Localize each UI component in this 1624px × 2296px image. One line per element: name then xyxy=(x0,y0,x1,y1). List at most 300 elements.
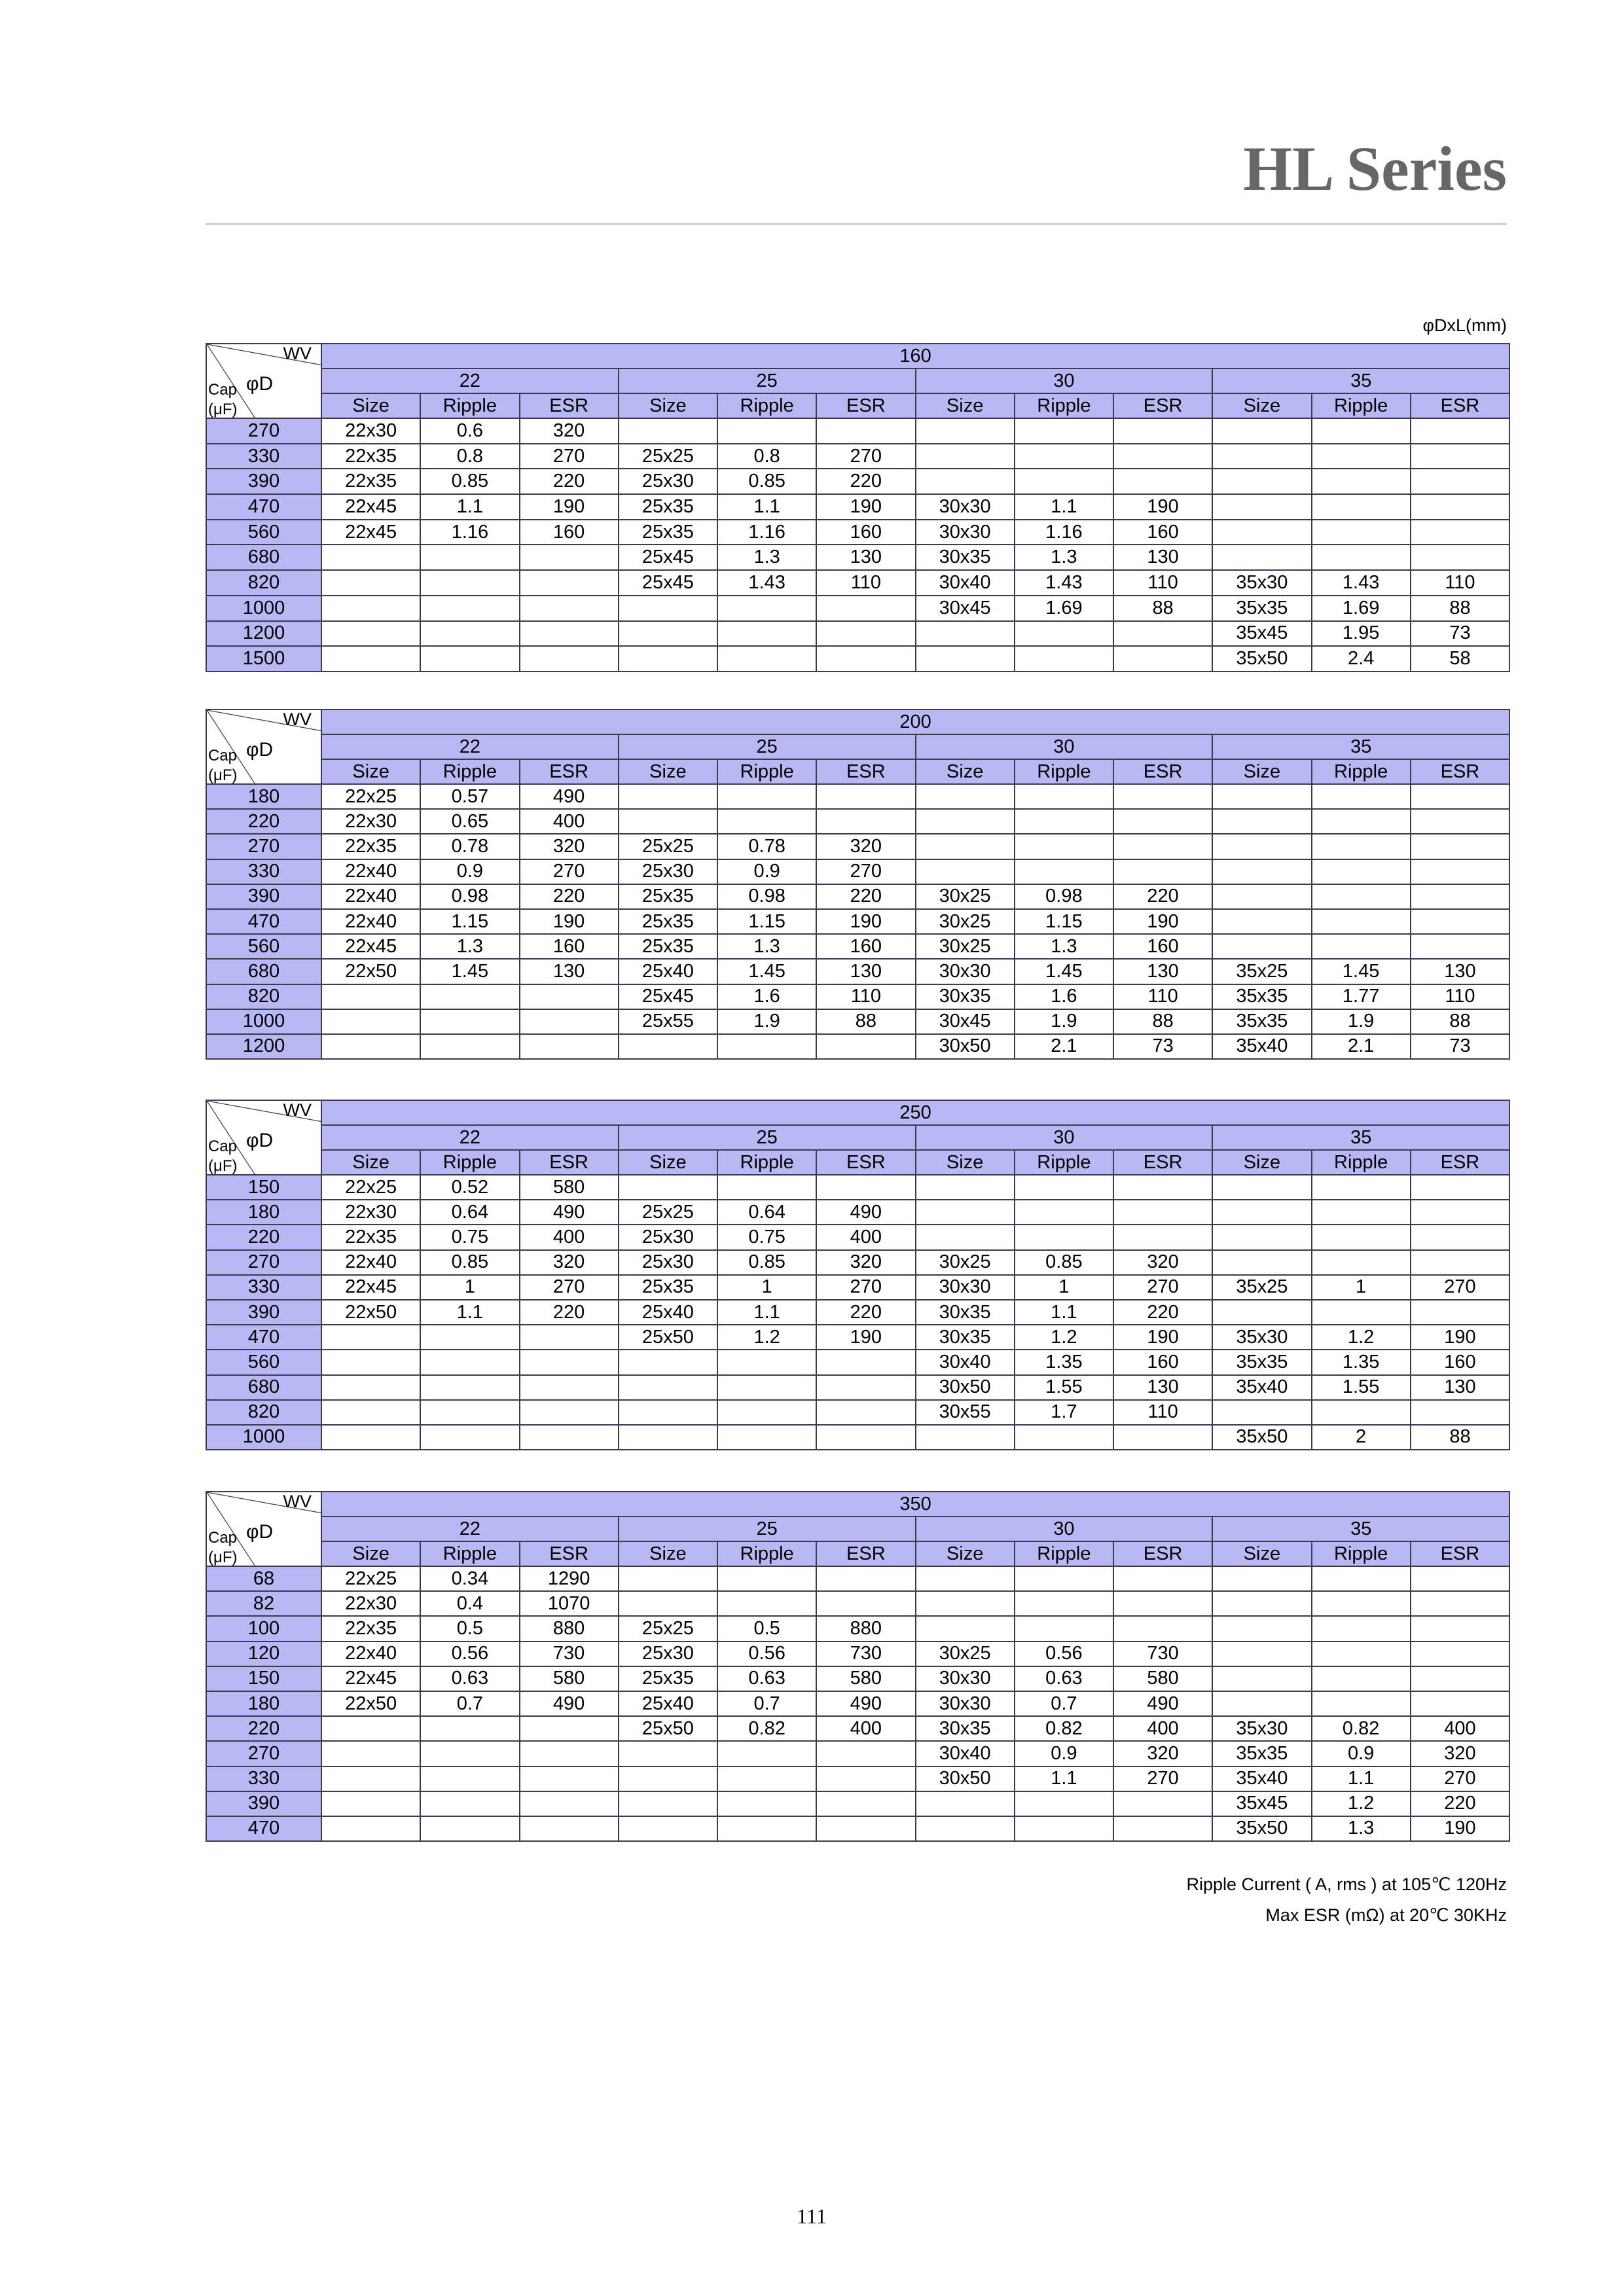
capacitance-cell: 330 xyxy=(206,1767,321,1791)
value-cell: 880 xyxy=(520,1616,619,1641)
value-cell: 0.85 xyxy=(717,469,816,494)
value-cell xyxy=(1312,494,1411,520)
value-cell: 22x35 xyxy=(321,469,420,494)
value-cell: 1.55 xyxy=(1015,1375,1113,1400)
value-cell: 35x35 xyxy=(1212,984,1311,1009)
ripple-header: Ripple xyxy=(717,759,816,784)
table-row xyxy=(206,1325,1509,1350)
value-cell: 22x40 xyxy=(321,884,420,909)
value-cell xyxy=(916,1225,1015,1249)
value-cell xyxy=(520,1767,619,1791)
capacitance-cell: 270 xyxy=(206,1250,321,1275)
header-row-diameter xyxy=(206,1516,1509,1541)
value-cell: 22x45 xyxy=(321,1275,420,1300)
value-cell: 25x25 xyxy=(619,1616,717,1641)
value-cell: 30x35 xyxy=(916,1325,1015,1350)
value-cell: 35x35 xyxy=(1212,1350,1311,1374)
value-cell: 22x45 xyxy=(321,1666,420,1691)
value-cell: 35x50 xyxy=(1212,646,1311,672)
value-cell xyxy=(816,1175,915,1200)
esr-header: ESR xyxy=(816,1541,915,1566)
value-cell: 22x30 xyxy=(321,1591,420,1616)
capacitance-cell: 470 xyxy=(206,1816,321,1841)
value-cell xyxy=(816,596,915,621)
value-cell xyxy=(717,1791,816,1816)
value-cell: 0.82 xyxy=(1015,1716,1113,1741)
value-cell xyxy=(420,646,519,672)
table-row xyxy=(206,1225,1509,1249)
value-cell xyxy=(420,1791,519,1816)
value-cell: 22x50 xyxy=(321,1691,420,1716)
wv-label: WV xyxy=(283,344,312,363)
value-cell: 220 xyxy=(520,884,619,909)
value-cell: 320 xyxy=(816,834,915,859)
value-cell xyxy=(420,1767,519,1791)
value-cell xyxy=(717,1741,816,1766)
value-cell xyxy=(1212,545,1311,570)
value-cell xyxy=(1015,418,1113,444)
ripple-header: Ripple xyxy=(420,393,519,418)
value-cell: 58 xyxy=(1411,646,1509,672)
value-cell xyxy=(717,1034,816,1059)
value-cell xyxy=(520,1791,619,1816)
value-cell xyxy=(420,570,519,596)
value-cell xyxy=(619,596,717,621)
header-row-voltage xyxy=(206,1100,1509,1125)
value-cell xyxy=(916,1175,1015,1200)
capacitance-cell: 1200 xyxy=(206,621,321,647)
value-cell: 25x55 xyxy=(619,1009,717,1034)
value-cell xyxy=(1312,1175,1411,1200)
value-cell: 190 xyxy=(1113,1325,1212,1350)
value-cell xyxy=(520,1375,619,1400)
table-row xyxy=(206,596,1509,621)
table-row xyxy=(206,1175,1509,1200)
value-cell: 0.4 xyxy=(420,1591,519,1616)
value-cell xyxy=(1113,444,1212,469)
value-cell: 1.43 xyxy=(717,570,816,596)
value-cell xyxy=(321,1009,420,1034)
capacitance-cell: 270 xyxy=(206,418,321,444)
value-cell: 25x40 xyxy=(619,1691,717,1716)
value-cell xyxy=(717,1350,816,1374)
value-cell: 580 xyxy=(816,1666,915,1691)
value-cell: 25x40 xyxy=(619,959,717,984)
header-row-voltage xyxy=(206,1492,1509,1516)
value-cell xyxy=(1015,1225,1113,1249)
value-cell: 0.8 xyxy=(717,444,816,469)
value-cell xyxy=(816,1741,915,1766)
phi-d-label: φD xyxy=(246,1130,274,1151)
value-cell xyxy=(816,1767,915,1791)
table-row xyxy=(206,934,1509,959)
value-cell xyxy=(1212,1591,1311,1616)
value-cell xyxy=(1212,1175,1311,1200)
table-corner xyxy=(206,1100,321,1175)
value-cell: 490 xyxy=(520,1200,619,1225)
ripple-header: Ripple xyxy=(1312,1150,1411,1175)
capacitance-cell: 270 xyxy=(206,834,321,859)
value-cell: 730 xyxy=(1113,1641,1212,1666)
ripple-header: Ripple xyxy=(420,1541,519,1566)
value-cell xyxy=(619,646,717,672)
value-cell xyxy=(1411,909,1509,934)
value-cell xyxy=(321,1425,420,1450)
ripple-header: Ripple xyxy=(420,759,519,784)
value-cell: 130 xyxy=(816,959,915,984)
value-cell xyxy=(420,545,519,570)
value-cell xyxy=(420,1375,519,1400)
value-cell xyxy=(1113,646,1212,672)
value-cell xyxy=(1312,1225,1411,1249)
value-cell xyxy=(816,809,915,834)
spec-table xyxy=(206,709,1510,1060)
value-cell: 25x35 xyxy=(619,934,717,959)
value-cell xyxy=(816,1425,915,1450)
diameter-header: 30 xyxy=(916,734,1213,759)
value-cell xyxy=(619,1566,717,1591)
value-cell: 0.82 xyxy=(1312,1716,1411,1741)
value-cell xyxy=(520,1400,619,1425)
value-cell: 0.63 xyxy=(420,1666,519,1691)
value-cell xyxy=(420,1741,519,1766)
value-cell xyxy=(520,570,619,596)
phi-d-label: φD xyxy=(246,1521,274,1543)
value-cell xyxy=(916,809,1015,834)
capacitance-cell: 180 xyxy=(206,1200,321,1225)
value-cell xyxy=(1312,1250,1411,1275)
value-cell: 30x30 xyxy=(916,1666,1015,1691)
value-cell: 25x30 xyxy=(619,1225,717,1249)
value-cell xyxy=(1015,809,1113,834)
value-cell xyxy=(1312,784,1411,809)
value-cell: 1 xyxy=(1015,1275,1113,1300)
value-cell xyxy=(1212,809,1311,834)
value-cell xyxy=(619,1816,717,1841)
cap-label: Cap xyxy=(208,1529,238,1547)
diameter-header: 30 xyxy=(916,1516,1213,1541)
phi-d-label: φD xyxy=(246,739,274,761)
value-cell: 0.82 xyxy=(717,1716,816,1741)
esr-note: Max ESR (mΩ) at 20℃ 30KHz xyxy=(1265,1905,1507,1925)
value-cell: 25x35 xyxy=(619,1275,717,1300)
value-cell: 1.45 xyxy=(1312,959,1411,984)
header-row-diameter xyxy=(206,368,1509,393)
value-cell: 1.69 xyxy=(1312,596,1411,621)
value-cell: 270 xyxy=(816,444,915,469)
capacitance-cell: 120 xyxy=(206,1641,321,1666)
value-cell: 0.85 xyxy=(420,469,519,494)
value-cell: 580 xyxy=(1113,1666,1212,1691)
table-corner xyxy=(206,709,321,784)
value-cell: 30x35 xyxy=(916,1300,1015,1325)
value-cell: 130 xyxy=(1411,1375,1509,1400)
value-cell xyxy=(1411,1641,1509,1666)
value-cell xyxy=(1312,1591,1411,1616)
value-cell: 0.9 xyxy=(717,859,816,884)
value-cell xyxy=(816,1816,915,1841)
value-cell: 25x30 xyxy=(619,469,717,494)
value-cell: 1.2 xyxy=(1312,1325,1411,1350)
value-cell: 1.77 xyxy=(1312,984,1411,1009)
value-cell: 0.57 xyxy=(420,784,519,809)
value-cell xyxy=(1212,1616,1311,1641)
value-cell: 30x40 xyxy=(916,1741,1015,1766)
value-cell xyxy=(420,1009,519,1034)
ripple-header: Ripple xyxy=(717,393,816,418)
value-cell: 0.5 xyxy=(717,1616,816,1641)
value-cell xyxy=(1212,1225,1311,1249)
header-row-columns xyxy=(206,759,1509,784)
value-cell xyxy=(1312,909,1411,934)
value-cell: 1.16 xyxy=(420,520,519,545)
value-cell: 190 xyxy=(1113,909,1212,934)
esr-header: ESR xyxy=(520,393,619,418)
value-cell: 580 xyxy=(520,1175,619,1200)
ripple-header: Ripple xyxy=(1312,393,1411,418)
value-cell xyxy=(1113,418,1212,444)
value-cell: 30x30 xyxy=(916,1275,1015,1300)
value-cell xyxy=(916,1566,1015,1591)
table-row xyxy=(206,418,1509,444)
capacitance-cell: 470 xyxy=(206,494,321,520)
value-cell xyxy=(1312,444,1411,469)
value-cell xyxy=(520,596,619,621)
value-cell: 30x35 xyxy=(916,984,1015,1009)
value-cell xyxy=(916,1816,1015,1841)
value-cell xyxy=(1212,520,1311,545)
value-cell: 0.98 xyxy=(717,884,816,909)
value-cell xyxy=(1411,809,1509,834)
value-cell: 22x30 xyxy=(321,418,420,444)
value-cell: 22x30 xyxy=(321,1200,420,1225)
value-cell xyxy=(520,1425,619,1450)
value-cell xyxy=(1212,934,1311,959)
value-cell: 1.45 xyxy=(1015,959,1113,984)
size-header: Size xyxy=(321,1150,420,1175)
value-cell: 1.15 xyxy=(717,909,816,934)
spec-table xyxy=(206,1100,1510,1450)
value-cell: 110 xyxy=(816,570,915,596)
value-cell: 25x50 xyxy=(619,1325,717,1350)
uf-label: (μF) xyxy=(208,1549,238,1566)
capacitance-cell: 180 xyxy=(206,784,321,809)
value-cell xyxy=(1411,1250,1509,1275)
value-cell xyxy=(717,1175,816,1200)
value-cell: 22x40 xyxy=(321,859,420,884)
value-cell: 22x35 xyxy=(321,834,420,859)
value-cell xyxy=(1212,1400,1311,1425)
value-cell xyxy=(321,1350,420,1374)
value-cell xyxy=(916,646,1015,672)
esr-header: ESR xyxy=(1113,393,1212,418)
capacitance-cell: 220 xyxy=(206,809,321,834)
table-row xyxy=(206,1791,1509,1816)
value-cell: 490 xyxy=(1113,1691,1212,1716)
capacitance-cell: 820 xyxy=(206,1400,321,1425)
value-cell xyxy=(520,1009,619,1034)
value-cell: 0.98 xyxy=(1015,884,1113,909)
value-cell xyxy=(1411,494,1509,520)
value-cell: 220 xyxy=(1113,884,1212,909)
table-row xyxy=(206,1666,1509,1691)
value-cell: 22x50 xyxy=(321,1300,420,1325)
value-cell xyxy=(321,596,420,621)
size-header: Size xyxy=(619,1150,717,1175)
value-cell xyxy=(1411,520,1509,545)
esr-header: ESR xyxy=(1411,759,1509,784)
value-cell xyxy=(619,418,717,444)
value-cell: 30x40 xyxy=(916,1350,1015,1374)
value-cell: 0.85 xyxy=(420,1250,519,1275)
value-cell xyxy=(1212,859,1311,884)
value-cell xyxy=(916,469,1015,494)
value-cell: 1.69 xyxy=(1015,596,1113,621)
table-row xyxy=(206,1250,1509,1275)
value-cell: 30x30 xyxy=(916,1691,1015,1716)
value-cell: 730 xyxy=(520,1641,619,1666)
value-cell: 35x30 xyxy=(1212,570,1311,596)
table-row xyxy=(206,1275,1509,1300)
value-cell xyxy=(619,784,717,809)
value-cell: 25x30 xyxy=(619,859,717,884)
capacitance-cell: 220 xyxy=(206,1225,321,1249)
value-cell: 0.7 xyxy=(1015,1691,1113,1716)
value-cell xyxy=(321,646,420,672)
value-cell: 160 xyxy=(1113,934,1212,959)
capacitance-cell: 820 xyxy=(206,570,321,596)
value-cell: 1.3 xyxy=(1015,545,1113,570)
value-cell xyxy=(1212,444,1311,469)
value-cell: 1 xyxy=(420,1275,519,1300)
value-cell xyxy=(717,621,816,647)
value-cell xyxy=(1015,646,1113,672)
capacitance-cell: 82 xyxy=(206,1591,321,1616)
value-cell xyxy=(1212,1250,1311,1275)
capacitance-cell: 390 xyxy=(206,1791,321,1816)
value-cell xyxy=(1411,1175,1509,1200)
value-cell: 30x30 xyxy=(916,959,1015,984)
uf-label: (μF) xyxy=(208,401,238,418)
value-cell: 30x30 xyxy=(916,494,1015,520)
table-row xyxy=(206,1425,1509,1450)
value-cell: 1.1 xyxy=(1015,1300,1113,1325)
table-row xyxy=(206,444,1509,469)
value-cell xyxy=(717,1400,816,1425)
value-cell: 220 xyxy=(816,884,915,909)
value-cell xyxy=(619,1034,717,1059)
value-cell xyxy=(520,1716,619,1741)
value-cell: 400 xyxy=(1113,1716,1212,1741)
value-cell: 110 xyxy=(816,984,915,1009)
value-cell: 880 xyxy=(816,1616,915,1641)
value-cell: 270 xyxy=(520,859,619,884)
value-cell: 1.1 xyxy=(717,494,816,520)
value-cell: 1.35 xyxy=(1312,1350,1411,1374)
value-cell: 25x45 xyxy=(619,545,717,570)
value-cell xyxy=(816,621,915,647)
header-row-columns xyxy=(206,1150,1509,1175)
table-row xyxy=(206,1716,1509,1741)
value-cell: 0.7 xyxy=(717,1691,816,1716)
value-cell xyxy=(816,1375,915,1400)
value-cell: 400 xyxy=(816,1225,915,1249)
value-cell: 30x55 xyxy=(916,1400,1015,1425)
value-cell xyxy=(1113,1566,1212,1591)
value-cell: 1.3 xyxy=(717,545,816,570)
capacitance-cell: 390 xyxy=(206,1300,321,1325)
value-cell: 270 xyxy=(520,444,619,469)
value-cell: 35x35 xyxy=(1212,596,1311,621)
value-cell: 35x35 xyxy=(1212,1741,1311,1766)
value-cell xyxy=(1411,1566,1509,1591)
value-cell xyxy=(1015,444,1113,469)
value-cell xyxy=(916,1591,1015,1616)
value-cell xyxy=(619,1400,717,1425)
value-cell xyxy=(321,1034,420,1059)
value-cell: 25x25 xyxy=(619,834,717,859)
value-cell xyxy=(1015,834,1113,859)
value-cell xyxy=(916,444,1015,469)
header-rule xyxy=(206,223,1507,225)
value-cell: 22x50 xyxy=(321,959,420,984)
uf-label: (μF) xyxy=(208,766,238,784)
value-cell: 1.9 xyxy=(717,1009,816,1034)
value-cell xyxy=(717,646,816,672)
capacitance-cell: 1000 xyxy=(206,1009,321,1034)
value-cell: 1 xyxy=(1312,1275,1411,1300)
table-row xyxy=(206,1741,1509,1766)
value-cell xyxy=(420,1350,519,1374)
value-cell xyxy=(1312,1400,1411,1425)
value-cell xyxy=(717,1375,816,1400)
size-header: Size xyxy=(916,393,1015,418)
value-cell xyxy=(1411,834,1509,859)
capacitance-cell: 330 xyxy=(206,859,321,884)
capacitance-cell: 560 xyxy=(206,520,321,545)
capacitance-cell: 820 xyxy=(206,984,321,1009)
value-cell: 190 xyxy=(816,909,915,934)
size-header: Size xyxy=(321,759,420,784)
value-cell xyxy=(1212,784,1311,809)
value-cell: 30x30 xyxy=(916,520,1015,545)
value-cell xyxy=(816,784,915,809)
table-row xyxy=(206,646,1509,672)
size-header: Size xyxy=(916,1150,1015,1175)
value-cell xyxy=(1015,621,1113,647)
capacitance-cell: 180 xyxy=(206,1691,321,1716)
value-cell: 30x45 xyxy=(916,596,1015,621)
value-cell xyxy=(420,1400,519,1425)
value-cell: 160 xyxy=(520,520,619,545)
value-cell: 220 xyxy=(520,1300,619,1325)
value-cell xyxy=(619,621,717,647)
value-cell: 270 xyxy=(1411,1767,1509,1791)
header-row-diameter xyxy=(206,734,1509,759)
capacitance-cell: 150 xyxy=(206,1175,321,1200)
value-cell: 130 xyxy=(816,545,915,570)
capacitance-cell: 680 xyxy=(206,959,321,984)
value-cell: 320 xyxy=(520,834,619,859)
value-cell: 270 xyxy=(520,1275,619,1300)
value-cell xyxy=(916,418,1015,444)
value-cell: 30x25 xyxy=(916,1250,1015,1275)
value-cell: 22x25 xyxy=(321,1566,420,1591)
value-cell xyxy=(717,1425,816,1450)
diameter-header: 22 xyxy=(321,734,619,759)
value-cell xyxy=(321,1375,420,1400)
value-cell xyxy=(1411,545,1509,570)
